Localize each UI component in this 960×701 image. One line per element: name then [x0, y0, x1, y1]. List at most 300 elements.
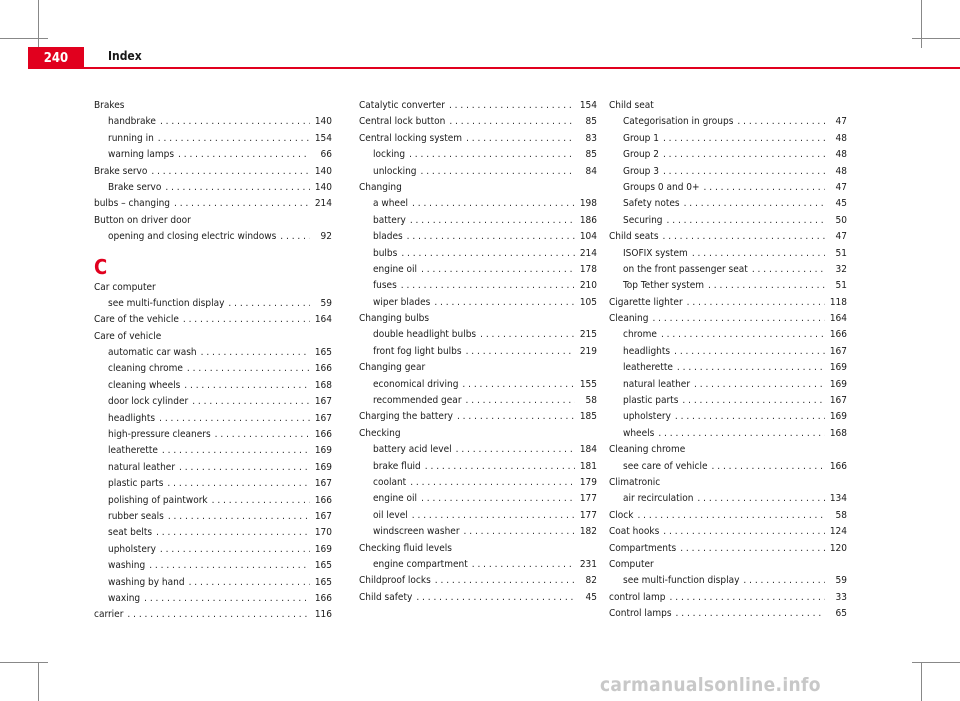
- dot-leader: [466, 131, 575, 147]
- entry-page-number: 48: [835, 149, 847, 161]
- entry-page-number: 59: [835, 575, 847, 587]
- entry-term: Child safety: [359, 591, 413, 603]
- index-subentry: [609, 164, 847, 180]
- index-subentry: [94, 378, 332, 394]
- crop-mark: [0, 38, 48, 39]
- entry-page-number: 51: [835, 280, 847, 292]
- dot-leader: [675, 409, 825, 425]
- entry-term: handbrake: [108, 116, 156, 128]
- entry-page-number: 154: [314, 132, 332, 144]
- entry-page-number: 124: [829, 526, 847, 538]
- index-subentry: [94, 345, 332, 361]
- dot-leader: [457, 409, 575, 425]
- crop-mark: [912, 662, 960, 663]
- dot-leader: [704, 180, 825, 196]
- dot-leader: [160, 114, 310, 130]
- entry-page-number: 166: [314, 429, 332, 441]
- dot-leader: [179, 460, 310, 476]
- entry-term: carrier: [94, 609, 124, 621]
- entry-page-number: 120: [829, 542, 847, 554]
- dot-leader: [658, 426, 825, 442]
- dot-leader: [435, 573, 575, 589]
- entry-term: natural leather: [623, 378, 691, 390]
- dot-leader: [184, 378, 310, 394]
- index-subentry: [94, 493, 332, 509]
- dot-leader: [192, 394, 310, 410]
- index-entry: [609, 606, 847, 622]
- entry-page-number: 116: [314, 609, 332, 621]
- entry-page-number: 104: [579, 231, 597, 243]
- index-subentry: [359, 147, 597, 163]
- entry-term: cleaning chrome: [108, 363, 183, 375]
- index-entry: [609, 541, 847, 557]
- dot-leader: [456, 442, 575, 458]
- entry-term: locking: [373, 149, 406, 161]
- dot-leader: [174, 196, 310, 212]
- index-entry: [359, 590, 597, 606]
- entry-term: Child seats: [609, 231, 659, 243]
- entry-term: a wheel: [373, 198, 409, 210]
- entry-page-number: 166: [829, 460, 847, 472]
- entry-page-number: 166: [829, 329, 847, 341]
- entry-term: Cleaning: [609, 313, 649, 325]
- entry-term: brake fluid: [373, 460, 421, 472]
- page-number: 240: [28, 47, 84, 69]
- entry-page-number: 214: [579, 247, 597, 259]
- crop-mark: [38, 662, 39, 701]
- entry-term: control lamp: [609, 591, 666, 603]
- entry-page-number: 177: [579, 509, 597, 521]
- entry-page-number: 186: [579, 214, 597, 226]
- entry-term: Brake servo: [108, 181, 162, 193]
- index-subentry: [609, 213, 847, 229]
- entry-page-number: 92: [320, 231, 332, 243]
- entry-page-number: 83: [585, 132, 597, 144]
- entry-term: Clock: [609, 509, 634, 521]
- entry-term: bulbs – changing: [94, 198, 171, 210]
- entry-page-number: 66: [320, 149, 332, 161]
- entry-term: Brake servo: [94, 165, 148, 177]
- dot-leader: [162, 443, 310, 459]
- dot-leader: [409, 147, 575, 163]
- entry-page-number: 167: [829, 395, 847, 407]
- index-subentry: [359, 393, 597, 409]
- entry-page-number: 155: [579, 378, 597, 390]
- entry-page-number: 219: [579, 345, 597, 357]
- entry-page-number: 167: [314, 412, 332, 424]
- index-heading: Computer: [609, 558, 654, 570]
- dot-leader: [708, 278, 825, 294]
- entry-page-number: 165: [314, 560, 332, 572]
- dot-leader: [168, 509, 310, 525]
- index-heading: Checking fluid levels: [359, 542, 452, 554]
- dot-leader: [127, 607, 310, 623]
- dot-leader: [670, 590, 825, 606]
- index-subentry: [94, 229, 332, 245]
- entry-page-number: 215: [579, 329, 597, 341]
- index-subentry: [94, 131, 332, 147]
- entry-page-number: 184: [579, 444, 597, 456]
- entry-page-number: 178: [579, 263, 597, 275]
- entry-page-number: 33: [835, 591, 847, 603]
- entry-page-number: 45: [835, 198, 847, 210]
- index-heading: Cleaning chrome: [609, 444, 686, 456]
- dot-leader: [401, 246, 575, 262]
- entry-term: polishing of paintwork: [108, 494, 208, 506]
- crop-mark: [38, 0, 39, 48]
- entry-page-number: 134: [829, 493, 847, 505]
- dot-leader: [165, 180, 310, 196]
- entry-term: bulbs: [373, 247, 398, 259]
- entry-page-number: 167: [314, 478, 332, 490]
- entry-term: Childproof locks: [359, 575, 431, 587]
- entry-page-number: 167: [314, 396, 332, 408]
- entry-term: Compartments: [609, 542, 677, 554]
- entry-page-number: 51: [835, 247, 847, 259]
- dot-leader: [712, 459, 825, 475]
- dot-leader: [682, 393, 825, 409]
- index-entry: [609, 524, 847, 540]
- index-heading: Car computer: [94, 281, 156, 293]
- entry-term: waxing: [108, 592, 141, 604]
- index-subentry: [609, 262, 847, 278]
- entry-page-number: 166: [314, 363, 332, 375]
- dot-leader: [425, 459, 575, 475]
- index-subentry: [609, 360, 847, 376]
- entry-page-number: 182: [579, 526, 597, 538]
- dot-leader: [462, 377, 575, 393]
- index-column-2: [359, 98, 597, 606]
- entry-page-number: 50: [835, 214, 847, 226]
- entry-term: see multi-function display: [623, 575, 740, 587]
- index-entry: [94, 607, 332, 623]
- dot-leader: [449, 98, 575, 114]
- entry-term: see care of vehicle: [623, 460, 708, 472]
- entry-page-number: 168: [314, 379, 332, 391]
- index-subentry: [359, 229, 597, 245]
- dot-leader: [228, 296, 310, 312]
- entry-term: Top Tether system: [623, 280, 705, 292]
- entry-page-number: 167: [314, 510, 332, 522]
- dot-leader: [178, 147, 310, 163]
- entry-term: leatherette: [623, 362, 673, 374]
- dot-leader: [156, 525, 310, 541]
- index-subentry: [609, 459, 847, 475]
- entry-term: see multi-function display: [108, 297, 225, 309]
- index-subentry: [609, 344, 847, 360]
- dot-leader: [464, 524, 575, 540]
- dot-leader: [149, 558, 310, 574]
- index-heading: Button on driver door: [94, 214, 191, 226]
- entry-page-number: 32: [835, 263, 847, 275]
- index-subentry: [94, 476, 332, 492]
- entry-term: Charging the battery: [359, 411, 453, 423]
- entry-term: Catalytic converter: [359, 100, 445, 111]
- dot-leader: [183, 312, 310, 328]
- entry-page-number: 181: [579, 460, 597, 472]
- dot-leader: [412, 508, 575, 524]
- entry-term: economical driving: [373, 378, 459, 390]
- entry-term: door lock cylinder: [108, 396, 189, 408]
- dot-leader: [410, 213, 575, 229]
- entry-term: opening and closing electric windows: [108, 231, 277, 243]
- dot-leader: [466, 344, 575, 360]
- entry-term: Safety notes: [623, 198, 680, 210]
- dot-leader: [449, 114, 575, 130]
- entry-term: ISOFIX system: [623, 247, 688, 259]
- entry-term: engine compartment: [373, 558, 468, 570]
- entry-term: unlocking: [373, 165, 417, 177]
- entry-term: battery: [373, 214, 406, 226]
- entry-term: Coat hooks: [609, 526, 660, 538]
- entry-term: recommended gear: [373, 395, 462, 407]
- entry-term: cleaning wheels: [108, 379, 181, 391]
- dot-leader: [663, 229, 825, 245]
- index-subentry: [359, 557, 597, 573]
- dot-leader: [167, 476, 310, 492]
- entry-page-number: 154: [579, 100, 597, 111]
- index-subentry: [94, 542, 332, 558]
- index-subentry: [94, 591, 332, 607]
- index-subentry: [359, 344, 597, 360]
- index-subentry: [359, 524, 597, 540]
- entry-term: air recirculation: [623, 493, 694, 505]
- entry-page-number: 198: [579, 198, 597, 210]
- index-entry: [94, 312, 332, 328]
- dot-leader: [652, 311, 825, 327]
- dot-leader: [158, 131, 310, 147]
- dot-leader: [676, 606, 825, 622]
- entry-page-number: 140: [314, 116, 332, 128]
- index-entry: [359, 131, 597, 147]
- index-heading: Changing bulbs: [359, 313, 430, 325]
- entry-term: Care of the vehicle: [94, 314, 179, 326]
- entry-term: washing by hand: [108, 576, 185, 588]
- entry-term: warning lamps: [108, 149, 175, 161]
- dot-leader: [420, 164, 575, 180]
- entry-term: Group 2: [623, 149, 659, 161]
- dot-leader: [677, 360, 825, 376]
- dot-leader: [434, 295, 575, 311]
- header-divider: [84, 67, 960, 69]
- dot-leader: [416, 590, 575, 606]
- entry-page-number: 179: [579, 476, 597, 488]
- page-title: Index: [108, 49, 142, 63]
- entry-term: Group 3: [623, 165, 659, 177]
- entry-term: automatic car wash: [108, 347, 197, 359]
- index-subentry: [359, 442, 597, 458]
- entry-page-number: 58: [585, 395, 597, 407]
- dot-leader: [694, 377, 825, 393]
- index-subentry: [609, 196, 847, 212]
- index-entry: [359, 98, 597, 114]
- entry-page-number: 48: [835, 132, 847, 144]
- entry-page-number: 169: [829, 378, 847, 390]
- index-subentry: [609, 278, 847, 294]
- index-subentry: [359, 475, 597, 491]
- entry-page-number: 82: [585, 575, 597, 587]
- crop-mark: [921, 0, 922, 48]
- dot-leader: [212, 493, 310, 509]
- entry-term: front fog light bulbs: [373, 345, 462, 357]
- index-subentry: [94, 460, 332, 476]
- index-subentry: [359, 246, 597, 262]
- dot-leader: [421, 491, 575, 507]
- entry-term: washing: [108, 560, 146, 572]
- index-subentry: [609, 393, 847, 409]
- dot-leader: [187, 361, 310, 377]
- entry-page-number: 170: [314, 527, 332, 539]
- entry-term: plastic parts: [623, 395, 679, 407]
- dot-leader: [697, 491, 825, 507]
- entry-page-number: 169: [314, 461, 332, 473]
- entry-page-number: 169: [829, 362, 847, 374]
- section-letter: C: [94, 254, 108, 279]
- entry-term: headlights: [623, 345, 671, 357]
- index-heading: Brakes: [94, 100, 125, 111]
- index-subentry: [609, 426, 847, 442]
- dot-leader: [480, 327, 575, 343]
- entry-term: chrome: [623, 329, 657, 341]
- entry-page-number: 210: [579, 280, 597, 292]
- index-entry: [609, 508, 847, 524]
- entry-term: double headlight bulbs: [373, 329, 477, 341]
- watermark: carmanualsonline.info: [600, 674, 821, 696]
- index-subentry: [609, 327, 847, 343]
- entry-term: coolant: [373, 476, 407, 488]
- entry-term: Categorisation in groups: [623, 116, 734, 128]
- index-column-3: [609, 98, 847, 623]
- dot-leader: [667, 213, 825, 229]
- dot-leader: [159, 411, 310, 427]
- entry-term: plastic parts: [108, 478, 164, 490]
- dot-leader: [421, 262, 575, 278]
- index-subentry: [359, 377, 597, 393]
- entry-term: Cigarette lighter: [609, 296, 683, 308]
- index-subentry: [94, 361, 332, 377]
- index-subentry: [359, 295, 597, 311]
- index-subentry: [609, 377, 847, 393]
- dot-leader: [401, 278, 575, 294]
- entry-term: windscreen washer: [373, 526, 460, 538]
- entry-page-number: 164: [314, 314, 332, 326]
- index-entry: [359, 573, 597, 589]
- index-column-1: [94, 98, 332, 624]
- entry-term: Groups 0 and 0+: [623, 181, 700, 193]
- index-subentry: [94, 427, 332, 443]
- dot-leader: [280, 229, 310, 245]
- entry-term: high-pressure cleaners: [108, 429, 211, 441]
- index-subentry: [359, 164, 597, 180]
- index-subentry: [609, 180, 847, 196]
- entry-page-number: 47: [835, 231, 847, 243]
- dot-leader: [674, 344, 825, 360]
- dot-leader: [680, 541, 825, 557]
- index-subentry: [94, 411, 332, 427]
- entry-page-number: 168: [829, 427, 847, 439]
- entry-term: battery acid level: [373, 444, 452, 456]
- entry-page-number: 47: [835, 181, 847, 193]
- entry-page-number: 118: [829, 296, 847, 308]
- entry-term: rubber seals: [108, 510, 164, 522]
- entry-page-number: 164: [829, 313, 847, 325]
- entry-term: upholstery: [108, 543, 156, 555]
- dot-leader: [160, 542, 310, 558]
- entry-page-number: 165: [314, 347, 332, 359]
- index-heading: Changing gear: [359, 362, 426, 374]
- entry-page-number: 85: [585, 149, 597, 161]
- crop-mark: [0, 662, 48, 663]
- entry-term: headlights: [108, 412, 156, 424]
- entry-term: oil level: [373, 509, 408, 521]
- entry-term: running in: [108, 132, 154, 144]
- index-subentry: [94, 147, 332, 163]
- entry-page-number: 177: [579, 493, 597, 505]
- entry-term: wiper blades: [373, 296, 431, 308]
- index-entry: [359, 409, 597, 425]
- index-heading: Checking: [359, 427, 401, 439]
- entry-page-number: 169: [314, 445, 332, 457]
- index-subentry: [94, 575, 332, 591]
- index-entry: [609, 295, 847, 311]
- entry-page-number: 140: [314, 165, 332, 177]
- entry-page-number: 169: [829, 411, 847, 423]
- index-subentry: [94, 443, 332, 459]
- entry-page-number: 59: [320, 297, 332, 309]
- entry-page-number: 166: [314, 592, 332, 604]
- dot-leader: [663, 147, 825, 163]
- dot-leader: [407, 229, 575, 245]
- dot-leader: [472, 557, 575, 573]
- entry-page-number: 165: [314, 576, 332, 588]
- index-subentry: [94, 525, 332, 541]
- index-subentry: [94, 394, 332, 410]
- entry-page-number: 214: [314, 198, 332, 210]
- dot-leader: [144, 591, 310, 607]
- index-subentry: [609, 131, 847, 147]
- index-heading: Changing: [359, 181, 402, 193]
- entry-page-number: 231: [579, 558, 597, 570]
- index-subentry: [609, 573, 847, 589]
- index-subentry: [609, 491, 847, 507]
- dot-leader: [684, 196, 825, 212]
- entry-term: Group 1: [623, 132, 659, 144]
- index-entry: [359, 114, 597, 130]
- index-subentry: [359, 491, 597, 507]
- crop-mark: [921, 662, 922, 701]
- index-entry: [94, 196, 332, 212]
- entry-page-number: 48: [835, 165, 847, 177]
- entry-page-number: 84: [585, 165, 597, 177]
- entry-term: fuses: [373, 280, 397, 292]
- dot-leader: [215, 427, 310, 443]
- entry-page-number: 185: [579, 411, 597, 423]
- index-subentry: [94, 509, 332, 525]
- dot-leader: [692, 246, 825, 262]
- index-subentry: [94, 180, 332, 196]
- entry-term: Central locking system: [359, 132, 463, 144]
- dot-leader: [151, 164, 310, 180]
- dot-leader: [737, 114, 825, 130]
- index-heading: Child seat: [609, 100, 654, 111]
- entry-term: Central lock button: [359, 116, 446, 128]
- index-entry: [609, 311, 847, 327]
- entry-term: engine oil: [373, 493, 418, 505]
- index-subentry: [609, 246, 847, 262]
- entry-term: leatherette: [108, 445, 158, 457]
- index-entry: [94, 164, 332, 180]
- index-subentry: [609, 147, 847, 163]
